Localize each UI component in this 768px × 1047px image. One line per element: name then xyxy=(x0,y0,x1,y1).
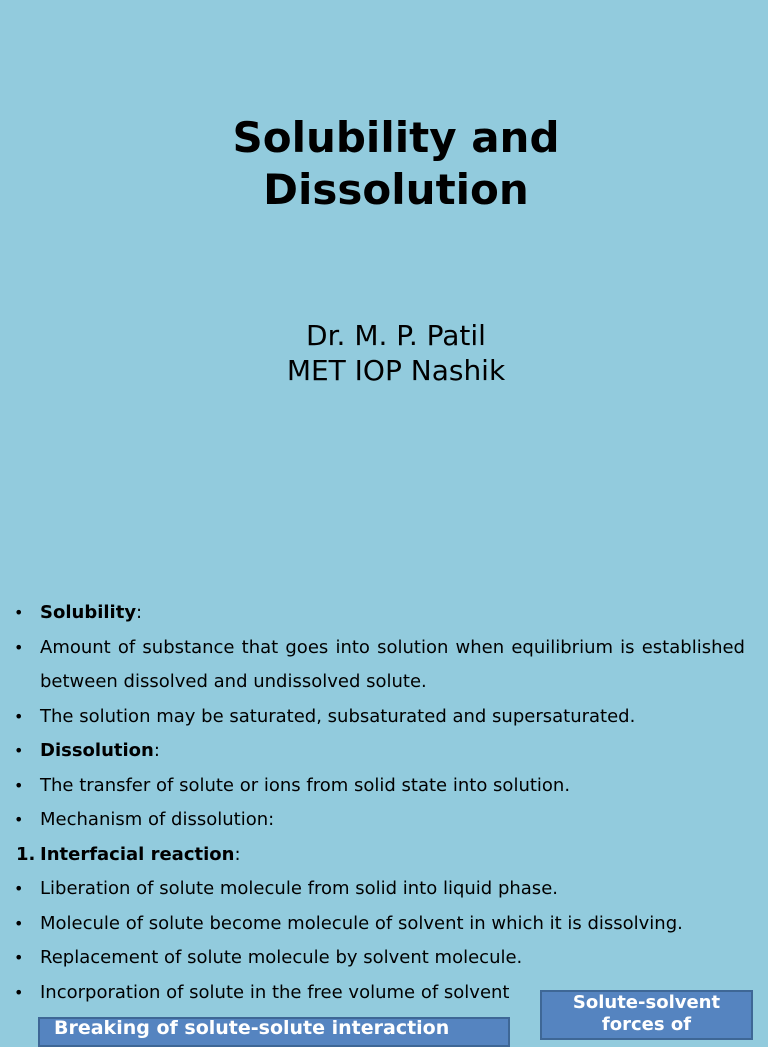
author-name: Dr. M. P. Patil xyxy=(306,319,486,352)
author-block xyxy=(0,318,768,388)
item-text: : xyxy=(136,602,143,623)
title-line-1: Solubility and xyxy=(232,113,560,162)
bullet-marker: • xyxy=(14,637,24,657)
list-item xyxy=(0,631,768,700)
list-item xyxy=(0,700,768,735)
list-item xyxy=(0,872,768,907)
item-text: Amount of substance that goes into solution when equilibrium is established between dissolved and undissolved solute. xyxy=(40,636,745,692)
diagram-box-label-line-2: forces of xyxy=(601,1014,692,1035)
item-bold-text: Interfacial reaction xyxy=(40,843,235,865)
bullet-marker: • xyxy=(14,706,24,726)
list-item xyxy=(0,734,768,769)
item-text: The solution may be saturated, subsaturated and supersaturated. xyxy=(40,705,636,727)
item-text: The transfer of solute or ions from solid state into solution. xyxy=(40,774,571,796)
diagram-box-label-line-1: Solute-solvent xyxy=(572,992,721,1013)
bullet-marker: • xyxy=(14,810,24,829)
item-text: Replacement of solute molecule by solvent molecule. xyxy=(40,947,523,968)
item-text: Incorporation of solute in the free volume of solvent xyxy=(40,981,510,1003)
item-text: Molecule of solute become molecule of solvent in which it is dissolving. xyxy=(40,912,683,934)
title-line-2: Dissolution xyxy=(263,165,529,214)
bullet-marker: • xyxy=(14,741,24,760)
bullet-marker: • xyxy=(14,948,24,967)
list-item xyxy=(0,838,768,873)
number-marker: 1. xyxy=(16,843,36,865)
list-item xyxy=(0,941,768,976)
bullet-marker: • xyxy=(14,603,24,622)
bullet-marker: • xyxy=(14,879,24,898)
diagram-box-label: Breaking of solute-solute interaction xyxy=(54,1017,450,1039)
diagram-box-solute-solvent xyxy=(540,990,753,1040)
list-item xyxy=(0,907,768,942)
item-text: Mechanism of dissolution: xyxy=(40,809,275,830)
item-text: : xyxy=(234,843,241,865)
diagram-box-solute-interaction xyxy=(38,1017,510,1047)
author-affiliation: MET IOP Nashik xyxy=(286,354,506,387)
bullet-marker: • xyxy=(14,775,24,795)
item-bold-text: Solubility xyxy=(40,602,137,623)
bullet-marker: • xyxy=(14,982,24,1002)
list-item xyxy=(0,803,768,838)
item-text: : xyxy=(153,740,160,761)
item-bold-text: Dissolution xyxy=(40,740,154,761)
list-item xyxy=(0,596,768,631)
bullet-list xyxy=(0,596,768,1010)
slide-title xyxy=(0,112,768,216)
item-text: Liberation of solute molecule from solid into liquid phase. xyxy=(40,878,558,899)
bullet-marker: • xyxy=(14,913,24,933)
list-item xyxy=(0,769,768,804)
